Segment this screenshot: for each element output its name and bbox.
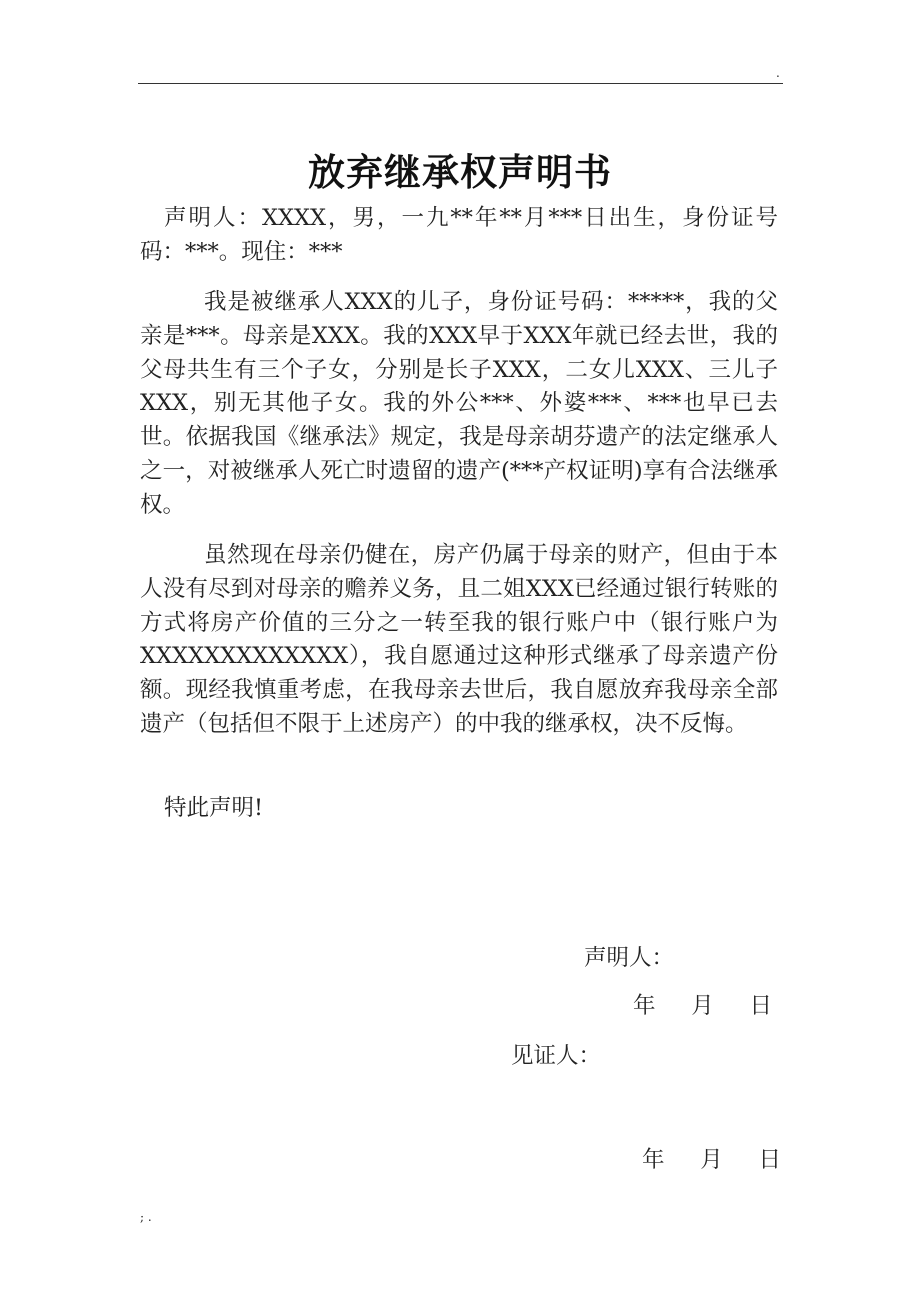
declarant-date-line: 年 月 日 [633, 993, 773, 1019]
body-paragraph-family: 我是被继承人XXX的儿子，身份证号码：*****，我的父亲是***。母亲是XXX。我的XXX早于XXX年就已经去世，我的父母共生有三个子女，分别是长子XXX，二女儿XXX、三儿子XXX，别无其他子女。我的外公***、外婆***、***也早已去世。依据我国《继承法》规定，我是母亲胡芬遗产的法定继承人之一，对被继承人死亡时遗留的遗产(***产权证明)享有合法继承权。 [140, 289, 778, 518]
document-title: 放弃继承权声明书 [308, 150, 612, 194]
closing-statement: 特此声明! [164, 795, 264, 821]
header-corner-mark: . [776, 66, 780, 80]
body-paragraph-renunciation: 虽然现在母亲仍健在，房产仍属于母亲的财产，但由于本人没有尽到对母亲的赡养义务，且二姐XXX已经通过银行转账的方式将房产价值的三分之一转至我的银行账户中（银行账户为XXXXXXXXXXXXX），我自愿通过这种形式继承了母亲遗产份额。现经我慎重考虑，在我母亲去世后，我自愿放弃我母亲全部遗产（包括但不限于上述房产）的中我的继承权，决不反悔。 [140, 542, 778, 737]
declarant-paragraph: 声明人：XXXX，男，一九**年**月***日出生，身份证号码：***。现住：*** [140, 205, 778, 265]
header-rule [138, 83, 783, 84]
witness-signature-label: 见证人： [511, 1043, 602, 1069]
declarant-signature-label: 声明人： [584, 945, 675, 971]
witness-date-line: 年 月 日 [642, 1147, 782, 1173]
footer-mark: ; . [140, 1210, 152, 1224]
